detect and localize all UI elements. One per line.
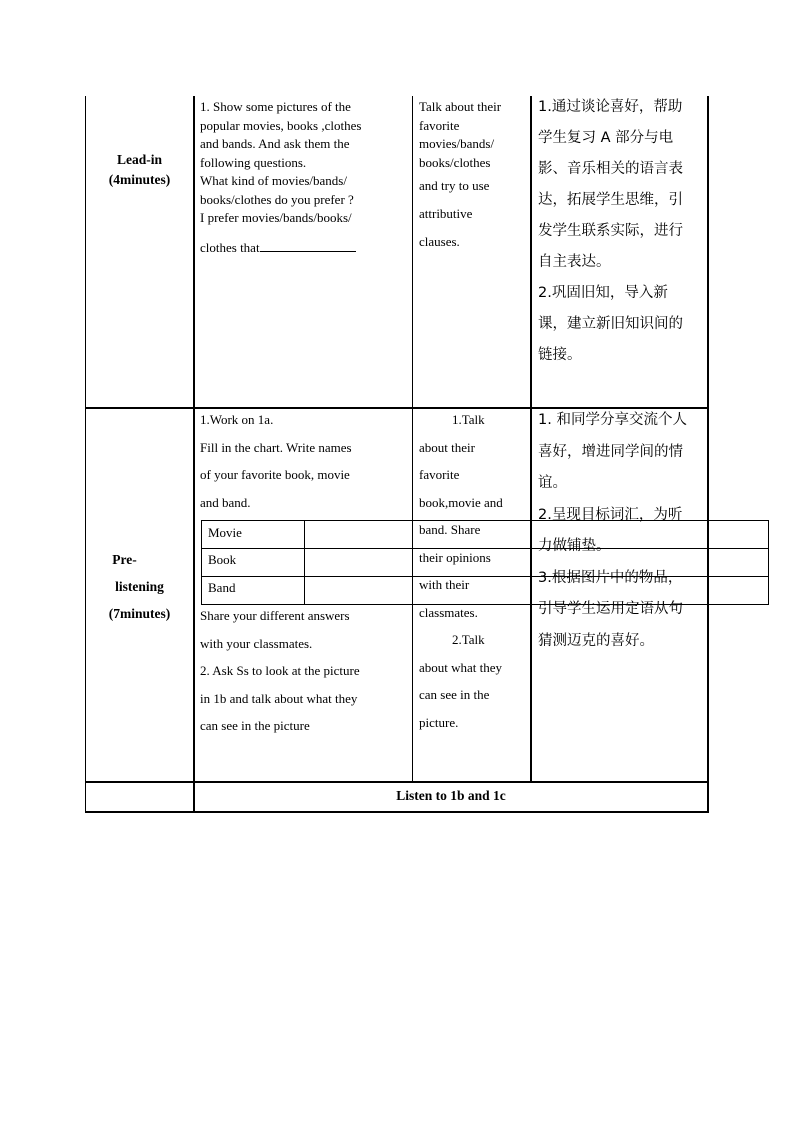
chart-row-label: Movie [208,525,242,540]
text-line: Fill in the chart. Write names [200,439,352,455]
student-activity-pre-listening [419,406,525,736]
text-line: Talk about their [419,99,502,114]
text-line: 1.通过谈论喜好，帮助 [538,99,683,115]
text-line: 2. Ask Ss to look at the picture [200,663,360,678]
chart-divider [304,520,305,605]
text-line: favorite [419,467,460,482]
text-line: classmates. [419,604,478,620]
student-activity-lead-in [419,98,527,256]
text-line: 2.Talk [452,632,485,647]
text-line: 1.Talk [452,412,485,427]
text-line: picture. [419,714,459,730]
text-line: 猜测迈克的喜好。 [538,632,654,649]
text-line: 发学生联系实际，进行 [538,223,683,239]
text-line: Share your different answers [200,608,350,623]
text-line: What kind of movies/bands/ [200,173,347,188]
text-line: books/clothes do you prefer ? [200,191,354,207]
stage-lead-in [86,150,193,190]
purpose-pre-listening [538,405,706,657]
text-line: 1. 和同学分享交流个人 [538,412,687,428]
text-line: 2.巩固旧知，导入新 [538,285,668,301]
fill-in-blank [260,238,356,252]
text-line: favorite [419,117,460,133]
text-line: book,movie and [419,494,503,510]
chart-row-label: Book [208,552,237,567]
chart-row-label: Band [208,580,236,595]
text-line: I prefer movies/bands/books/ [200,210,352,225]
text-line: their opinions [419,549,491,565]
stage-duration: (4minutes) [108,172,171,187]
stage-name: Lead-in [116,152,162,167]
stage-name: listening [115,579,164,594]
text-line: clauses. [419,234,460,249]
text-line: following questions. [200,154,307,170]
stage-pre-listening [86,546,193,627]
text-line: books/clothes [419,154,491,170]
text-line: can see in the picture [200,718,310,733]
heading-text: Listen to 1b and 1c [396,788,506,803]
text-line: and bands. And ask them the [200,136,350,151]
text-line: 课，建立新旧知识间的 [538,316,683,332]
text-line: and band. [200,494,251,510]
text-line: 链接。 [538,347,582,363]
text-line: can see in the [419,687,490,702]
text-line: 3.根据图片中的物品， [538,569,683,586]
text-line: about what they [419,659,503,675]
text-line: band. Share [419,522,481,537]
text-line: 引导学生运用定语从句 [538,601,683,617]
text-line: clothes that [200,239,260,255]
section-heading-listen [195,786,707,806]
text-line: with their [419,577,470,592]
stage-name: Pre- [112,552,137,567]
text-line: in 1b and talk about what they [200,690,358,706]
text-line: 2.呈现目标词汇，为听 [538,506,683,523]
text-line: 达，拓展学生思维，引 [538,192,683,208]
stage-duration: (7minutes) [108,606,171,621]
text-line: movies/bands/ [419,136,495,151]
text-line: with your classmates. [200,635,313,651]
purpose-lead-in [538,92,706,371]
text-line: attributive [419,206,473,221]
text-line: 自主表达。 [538,254,611,270]
text-line: 1. Show some pictures of the [200,99,351,114]
teacher-activity-pre-listening [200,406,400,516]
text-line: of your favorite book, movie [200,467,350,482]
text-line-with-blank [200,238,400,258]
teacher-activity-pre-listening-2 [200,602,400,740]
text-line: 喜好，增进同学间的情 [538,443,683,460]
text-line: 力做铺垫。 [538,538,611,554]
text-line: 影、音乐相关的语言表 [538,161,683,177]
text-line: popular movies, books ,clothes [200,117,362,133]
text-line: 学生复习 A 部分与电 [538,130,674,146]
text-line: 谊。 [538,475,567,491]
text-line: about their [419,439,475,455]
text-line: and try to use [419,178,490,193]
teacher-activity-lead-in [200,98,400,257]
text-line: 1.Work on 1a. [200,412,274,427]
